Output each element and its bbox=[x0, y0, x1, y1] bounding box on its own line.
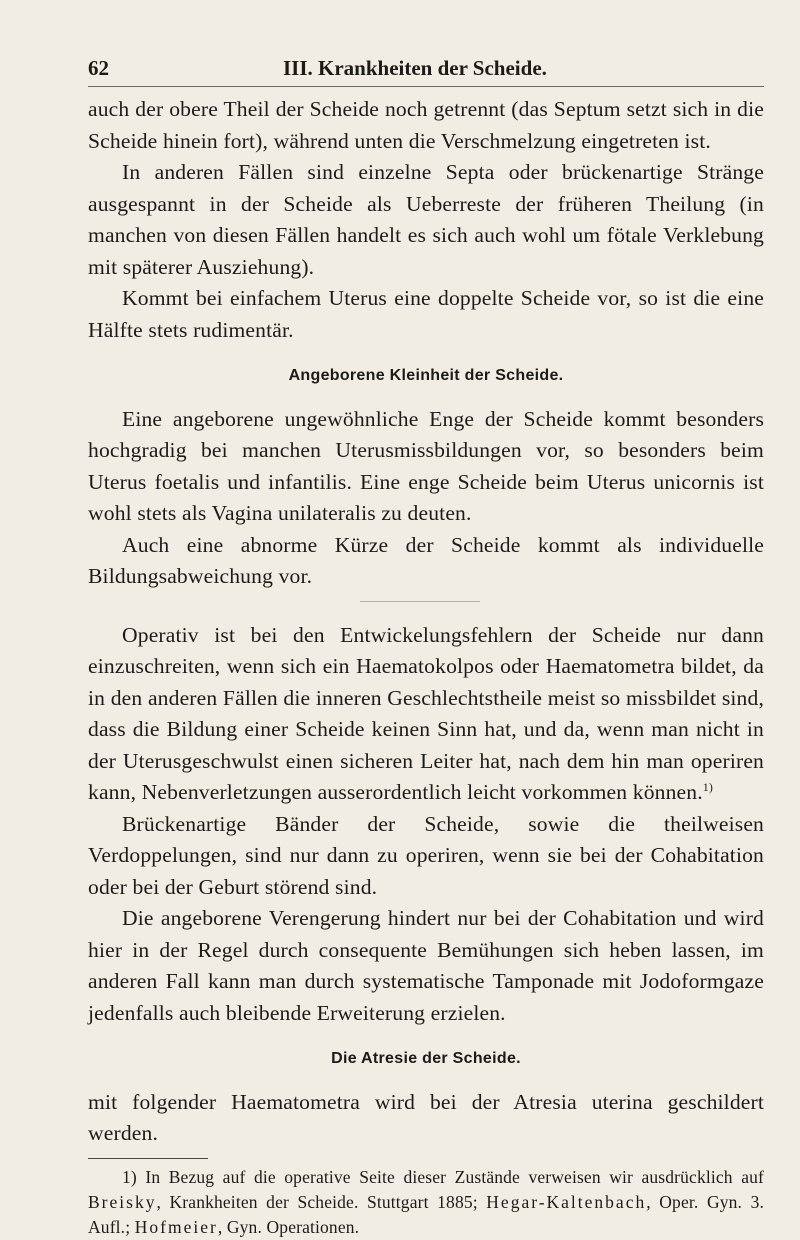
section-separator bbox=[360, 601, 480, 602]
paragraph-text: Operativ ist bei den Entwickelungsfehlern der Scheide nur dann einzuschreiten, wenn sich ein Haematokolpos oder Haematometra bildet, da in den anderen Fällen die inneren Geschlechtstheile meist so missbildet sind, dass die Bildung einer Scheide keinen Sinn hat, und da, wenn man nicht in der Uterusgeschwulst einen sicheren Leiter hat, nach dem hin man operiren kann, Nebenverletzungen ausserordentlich leicht vorkommen können. bbox=[88, 622, 764, 804]
paragraph: Die angeborene Verengerung hindert nur bei der Cohabitation und wird hier in der Regel durch consequente Bemühungen sich heben lassen, im anderen Fall kann man durch systematische Tamponade mit Jodoformgaze jedenfalls auch bleibende Erweiterung erzielen. bbox=[88, 906, 764, 1025]
paragraph: auch der obere Theil der Scheide noch getrennt (das Septum setzt sich in die Scheide hinein fort), während unten die Verschmelzung eingetreten ist. bbox=[88, 97, 764, 153]
book-page bbox=[88, 0, 765, 1237]
footnote bbox=[88, 1165, 764, 1240]
page-number: 62 bbox=[88, 56, 109, 80]
footnote-rule bbox=[88, 1158, 208, 1159]
footnote-author: Breisky bbox=[88, 1191, 157, 1212]
footnote-author: Hofmeier bbox=[134, 1216, 218, 1237]
paragraph: mit folgender Haematometra wird bei der Atresia uterina geschildert werden. bbox=[88, 1089, 764, 1145]
footnote-text: , Krankheiten der Scheide. Stuttgart 1885; bbox=[156, 1191, 487, 1212]
body-text bbox=[88, 94, 764, 1240]
paragraph: In anderen Fällen sind einzelne Septa oder brückenartige Stränge ausgespannt in der Scheide als Ueberreste der früheren Theilung (in manchen von diesen Fällen handelt es sich auch wohl um fötale Verklebung mit späterer Ausziehung). bbox=[88, 160, 764, 279]
paragraph: Kommt bei einfachem Uterus eine doppelte Scheide vor, so ist die eine Hälfte stets rudimentär. bbox=[88, 286, 764, 342]
paragraph bbox=[88, 620, 764, 809]
footnote-marker: 1) bbox=[702, 779, 714, 794]
paragraph: Brückenartige Bänder der Scheide, sowie die theilweisen Verdoppelungen, sind nur dann zu operiren, wenn sie bei der Cohabitation oder bei der Geburt störend sind. bbox=[88, 811, 764, 899]
footnote-text: , Gyn. Operationen. bbox=[217, 1216, 360, 1237]
footnote-text: , Oper. Gyn. 3. Aufl.; bbox=[88, 1191, 765, 1237]
section-heading: Angeborene Kleinheit der Scheide. bbox=[288, 367, 564, 384]
header-rule bbox=[88, 86, 764, 87]
paragraph: Auch eine abnorme Kürze der Scheide kommt als individuelle Bildungsabweichung vor. bbox=[88, 532, 764, 588]
paragraph: Eine angeborene ungewöhnliche Enge der Scheide kommt besonders hochgradig bei manchen Uterusmissbildungen vor, so besonders beim Uterus foetalis und infantilis. Eine enge Scheide beim Uterus unicornis ist wohl stets als Vagina unilateralis zu deuten. bbox=[88, 406, 764, 525]
page-header bbox=[88, 56, 764, 84]
footnote-text: 1) In Bezug auf die operative Seite dieser Zustände verweisen wir ausdrücklich auf bbox=[122, 1166, 764, 1187]
section-heading: Die Atresie der Scheide. bbox=[331, 1050, 521, 1067]
running-title: III. Krankheiten der Scheide. bbox=[283, 56, 547, 80]
footnote-author: Hegar-Kaltenbach bbox=[486, 1191, 647, 1212]
